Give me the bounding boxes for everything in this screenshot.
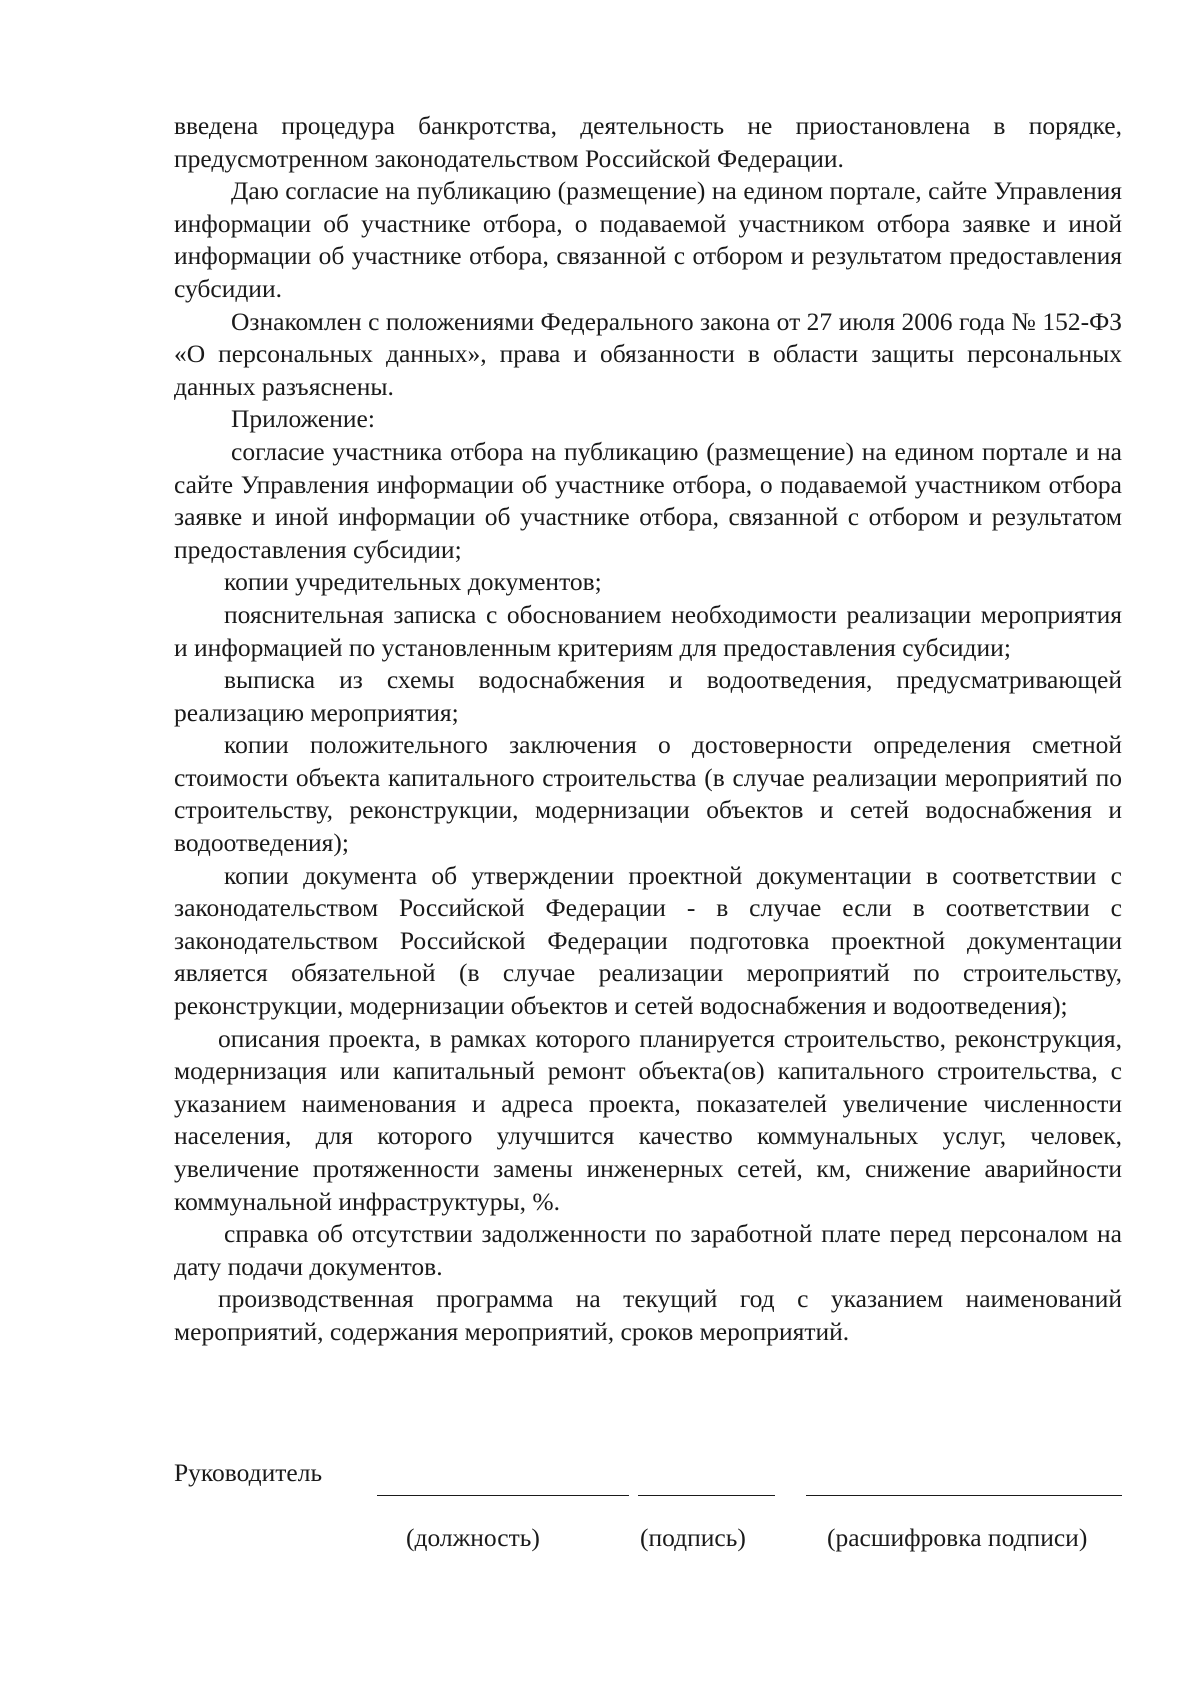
appendix-item-cost-conclusion: копии положительного заключения о достоверности определения сметной стоимости объекта капитального строительства (в случае реализации мероприятий по строительству, реконструкции, модернизации объектов и сетей водоснабжения и водоотведения); (174, 730, 1122, 858)
decoding-line (806, 1495, 1122, 1496)
signature-label: Руководитель (174, 1458, 323, 1487)
appendix-item-consent: согласие участника отбора на публикацию (размещение) на едином портале и на сайте Управления информации об участнике отбора, о подаваемой участником отбора заявке и иной информации об участнике отбора, связанной с отбором и результатом предоставления субсидии; (174, 436, 1122, 564)
paragraph-personal-data: Ознакомлен с положениями Федерального закона от 27 июля 2006 года № 152-ФЗ «О персональных данных», права и обязанности в области защиты персональных данных разъяснены. (174, 306, 1122, 401)
appendix-heading: Приложение: (231, 404, 375, 434)
appendix-item-project-description: описания проекта, в рамках которого планируется строительство, реконструкция, модернизация или капитальный ремонт объекта(ов) капитального строительства, с указанием наименования и адреса проекта, показателей увеличение численности населения, для которого улучшится качество коммунальных услуг, человек, увеличение протяженности замены инженерных сетей, км, снижение аварийности коммунальной инфраструктуры, %. (174, 1023, 1122, 1216)
position-line (377, 1495, 629, 1496)
signature-caption: (подпись) (640, 1523, 746, 1552)
appendix-item-founding-docs: копии учредительных документов; (224, 567, 602, 597)
appendix-item-project-approval: копии документа об утверждении проектной документации в соответствии с законодательством Российской Федерации - в случае если в соответствии с законодательством Российской Федерации подготовка проектной документации является обязательной (в случае реализации мероприятий по строительству, реконструкции, модернизации объектов и сетей водоснабжения и водоотведения); (174, 860, 1122, 1021)
paragraph-publication-consent: Даю согласие на публикацию (размещение) на едином портале, сайте Управления информации об участнике отбора, о подаваемой участником отбора заявке и иной информации об участнике отбора, связанной с отбором и результатом предоставления субсидии. (174, 176, 1122, 303)
signature-block (174, 1448, 1122, 1552)
appendix-item-production-program: производственная программа на текущий год с указанием наименований мероприятий, содержания мероприятий, сроков мероприятий. (174, 1284, 1122, 1346)
signature-line (638, 1495, 775, 1496)
appendix-item-explanatory-note: пояснительная записка с обоснованием необходимости реализации мероприятия и информацией по установленным критериям для предоставления субсидии; (174, 599, 1122, 662)
appendix-item-salary-debt-certificate: справка об отсутствии задолженности по заработной плате перед персоналом на дату подачи документов. (174, 1219, 1122, 1281)
paragraph-bankruptcy-continuation: введена процедура банкротства, деятельность не приостановлена в порядке, предусмотренном законодательством Российской Федерации. (174, 111, 1122, 173)
document-body (174, 110, 1122, 1349)
position-caption: (должность) (406, 1523, 540, 1552)
appendix-item-water-scheme-extract: выписка из схемы водоснабжения и водоотведения, предусматривающей реализацию мероприятия; (174, 665, 1122, 727)
decoding-caption: (расшифровка подписи) (827, 1523, 1088, 1552)
